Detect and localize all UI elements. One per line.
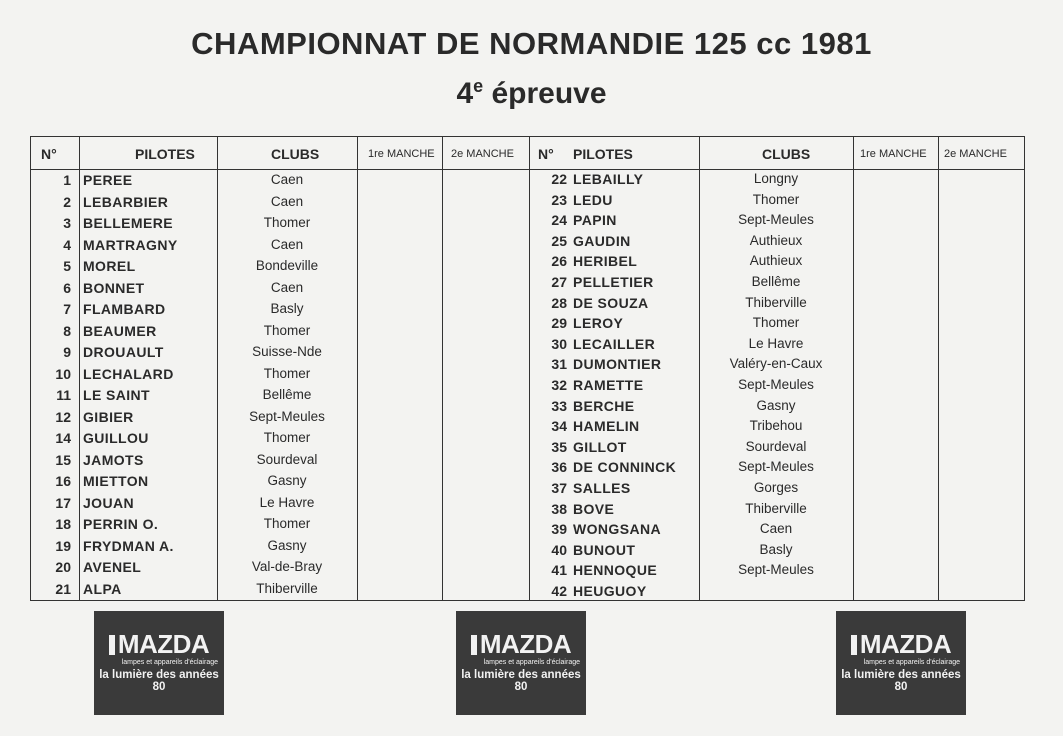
pilot-number: 25 bbox=[551, 232, 567, 249]
pilot-club: Sept-Meules bbox=[738, 562, 814, 578]
pilot-club: Caen bbox=[270, 193, 304, 209]
pilot-name: LECHALARD bbox=[83, 365, 174, 382]
pilot-name: HERIBEL bbox=[573, 253, 638, 270]
table-row bbox=[31, 581, 1024, 601]
pilot-name: LE SAINT bbox=[83, 387, 150, 403]
pilot-club: Sept-Meules bbox=[249, 408, 325, 424]
page-title: CHAMPIONNAT DE NORMANDIE 125 cc 1981 bbox=[191, 26, 872, 61]
pilot-club: Caen bbox=[270, 279, 304, 295]
pilot-name: MARTRAGNY bbox=[83, 236, 178, 253]
pilot-name: MIETTON bbox=[83, 473, 149, 489]
pilot-number: 42 bbox=[551, 583, 567, 599]
results-table bbox=[30, 136, 1025, 601]
pilot-club: Thiberville bbox=[745, 500, 807, 516]
subtitle-text: épreuve bbox=[491, 77, 607, 110]
pilot-name: JOUAN bbox=[83, 494, 135, 511]
pilot-number: 2 bbox=[63, 193, 71, 210]
pilot-club: Sept-Meules bbox=[738, 212, 814, 228]
pilot-number: 11 bbox=[56, 387, 71, 403]
table-row bbox=[31, 231, 1024, 251]
pilot-club: Basly bbox=[759, 541, 793, 557]
logo-tagline: lampes et appareils d'éclairage bbox=[863, 659, 960, 666]
pilot-club: Basly bbox=[270, 301, 304, 316]
pilot-number: 6 bbox=[63, 279, 71, 296]
pilot-number: 38 bbox=[551, 500, 567, 517]
pilot-name: BELLEMERE bbox=[83, 215, 173, 231]
pilot-name: PELLETIER bbox=[573, 274, 654, 290]
logo-slogan: la lumière des années 80 bbox=[841, 669, 961, 693]
pilot-club: Tribehou bbox=[749, 418, 803, 434]
pilot-number: 26 bbox=[551, 253, 567, 270]
pilot-club: Le Havre bbox=[748, 335, 804, 351]
pilot-club: Sourdeval bbox=[256, 451, 318, 467]
pilot-club: Thomer bbox=[263, 365, 311, 381]
pilot-number: 16 bbox=[55, 473, 71, 489]
pilot-name: MOREL bbox=[83, 258, 136, 274]
pilot-number: 29 bbox=[551, 315, 567, 332]
header-no-right: N° bbox=[538, 146, 554, 162]
logo-tagline: lampes et appareils d'éclairage bbox=[121, 659, 218, 666]
pilot-name: BONNET bbox=[83, 279, 145, 296]
pilot-number: 34 bbox=[551, 418, 567, 435]
pilot-name: FRYDMAN A. bbox=[83, 537, 174, 554]
mazda-mark-icon bbox=[851, 635, 857, 655]
mazda-logo-right bbox=[836, 611, 966, 715]
logo-brand: MAZDA bbox=[117, 629, 210, 659]
pilot-club: Thomer bbox=[752, 315, 800, 331]
pilot-number: 17 bbox=[55, 494, 71, 511]
pilot-name: BUNOUT bbox=[573, 541, 636, 558]
table-row bbox=[31, 375, 1024, 395]
pilot-club: Bellême bbox=[262, 387, 312, 402]
pilot-name: LEBAILLY bbox=[573, 171, 644, 187]
mazda-logo-center bbox=[456, 611, 586, 715]
pilot-number: 31 bbox=[551, 356, 567, 373]
pilot-number: 37 bbox=[551, 480, 567, 496]
pilot-number: 33 bbox=[551, 397, 567, 414]
pilot-number: 41 bbox=[551, 562, 567, 579]
pilot-club: Gasny bbox=[756, 397, 796, 413]
pilot-number: 35 bbox=[551, 438, 567, 455]
pilot-number: 21 bbox=[55, 580, 71, 597]
table-row bbox=[31, 437, 1024, 457]
table-row bbox=[31, 190, 1024, 210]
pilot-name: BEAUMER bbox=[83, 322, 157, 339]
pilot-name: DE CONNINCK bbox=[573, 459, 677, 476]
pilot-name: LEBARBIER bbox=[83, 193, 169, 210]
pilot-number: 3 bbox=[63, 215, 71, 231]
pilot-club: Thomer bbox=[752, 191, 800, 207]
table-row bbox=[31, 272, 1024, 292]
pilot-club: Gorges bbox=[753, 480, 799, 495]
pilot-name: PERRIN O. bbox=[83, 516, 159, 532]
header-no-left: N° bbox=[41, 146, 57, 162]
pilot-name: GILLOT bbox=[573, 438, 627, 455]
logo-brand: MAZDA bbox=[859, 629, 952, 659]
table-row bbox=[31, 210, 1024, 230]
mazda-mark-icon bbox=[109, 635, 115, 655]
pilot-club: Sept-Meules bbox=[738, 377, 814, 392]
pilot-club: Bondeville bbox=[255, 258, 319, 273]
pilot-name: GAUDIN bbox=[573, 232, 631, 249]
pilot-name: HEUGUOY bbox=[573, 583, 647, 599]
table-row bbox=[31, 519, 1024, 539]
pilot-number: 24 bbox=[551, 212, 567, 229]
pilot-name: GUILLOU bbox=[83, 430, 149, 446]
pilot-club: Caen bbox=[759, 521, 793, 537]
pilot-name: AVENEL bbox=[83, 559, 142, 575]
pilot-number: 14 bbox=[55, 430, 71, 446]
pilot-name: LEROY bbox=[573, 315, 624, 332]
pilot-name: HAMELIN bbox=[573, 418, 640, 435]
page-subtitle bbox=[0, 76, 1063, 111]
mazda-logo-left bbox=[94, 611, 224, 715]
pilot-club: Valéry-en-Caux bbox=[729, 356, 823, 372]
pilot-name: WONGSANA bbox=[573, 521, 661, 538]
header-manche2-left: 2e MANCHE bbox=[451, 148, 514, 160]
pilot-number: 19 bbox=[55, 537, 71, 554]
pilot-name: ALPA bbox=[83, 580, 122, 597]
pilot-name: RAMETTE bbox=[573, 377, 644, 393]
header-pilotes-left: PILOTES bbox=[135, 146, 195, 162]
pilot-name: SALLES bbox=[573, 480, 631, 496]
table-row bbox=[31, 251, 1024, 271]
pilot-name: PAPIN bbox=[573, 212, 617, 229]
pilot-club: Gasny bbox=[267, 473, 307, 488]
logo-slogan: la lumière des années 80 bbox=[461, 669, 581, 693]
pilot-club: Sourdeval bbox=[745, 438, 807, 454]
pilot-club: Gasny bbox=[267, 537, 307, 553]
pilot-club: Caen bbox=[270, 236, 304, 252]
pilot-club: Thiberville bbox=[256, 580, 318, 596]
pilot-number: 1 bbox=[63, 172, 71, 188]
pilot-number: 22 bbox=[551, 171, 567, 187]
pilot-club: Thomer bbox=[263, 215, 311, 230]
pilot-name: GIBIER bbox=[83, 408, 134, 425]
pilot-club: Thomer bbox=[263, 516, 311, 531]
header-manche1-right: 1re MANCHE bbox=[860, 148, 927, 160]
pilot-number: 20 bbox=[55, 559, 71, 575]
pilot-number: 10 bbox=[55, 365, 71, 382]
pilot-club: Le Havre bbox=[259, 494, 315, 510]
pilot-number: 40 bbox=[551, 541, 567, 558]
header-pilotes-right: PILOTES bbox=[573, 146, 633, 162]
pilot-club: Caen bbox=[270, 172, 304, 187]
pilot-number: 27 bbox=[551, 274, 567, 290]
table-row bbox=[31, 560, 1024, 580]
table-row bbox=[31, 313, 1024, 333]
pilot-number: 39 bbox=[551, 521, 567, 538]
table-row bbox=[31, 169, 1024, 189]
pilot-club: Thomer bbox=[263, 322, 311, 338]
table-row bbox=[31, 354, 1024, 374]
header-manche2-right: 2e MANCHE bbox=[944, 148, 1007, 160]
pilot-number: 12 bbox=[55, 408, 71, 425]
pilot-number: 5 bbox=[63, 258, 71, 274]
pilot-club: Sept-Meules bbox=[738, 459, 814, 475]
mazda-mark-icon bbox=[471, 635, 477, 655]
table-row bbox=[31, 540, 1024, 560]
pilot-number: 28 bbox=[551, 294, 567, 311]
pilot-club: Authieux bbox=[749, 232, 803, 248]
pilot-number: 18 bbox=[55, 516, 71, 532]
table-row bbox=[31, 499, 1024, 519]
pilot-name: HENNOQUE bbox=[573, 562, 658, 579]
pilot-number: 4 bbox=[63, 236, 71, 253]
pilot-name: PEREE bbox=[83, 172, 133, 188]
pilot-name: FLAMBARD bbox=[83, 301, 166, 317]
pilot-club: Thomer bbox=[263, 430, 311, 445]
pilot-name: BERCHE bbox=[573, 397, 635, 414]
pilot-number: 8 bbox=[63, 322, 71, 339]
pilot-number: 7 bbox=[63, 301, 71, 317]
table-row bbox=[31, 478, 1024, 498]
pilot-number: 32 bbox=[551, 377, 567, 393]
pilot-name: JAMOTS bbox=[83, 451, 144, 468]
header-clubs-left: CLUBS bbox=[271, 146, 320, 162]
pilot-number: 36 bbox=[551, 459, 567, 476]
header-clubs-right: CLUBS bbox=[762, 146, 811, 162]
subtitle-suffix: e bbox=[473, 76, 484, 96]
table-row bbox=[31, 457, 1024, 477]
pilot-name: DE SOUZA bbox=[573, 294, 649, 311]
pilot-name: DROUAULT bbox=[83, 344, 164, 360]
header-manche1-left: 1re MANCHE bbox=[368, 148, 435, 160]
table-row bbox=[31, 416, 1024, 436]
pilot-club: Authieux bbox=[749, 253, 803, 269]
pilot-name: LEDU bbox=[573, 191, 613, 208]
pilot-club: Bellême bbox=[751, 274, 801, 289]
table-row bbox=[31, 334, 1024, 354]
subtitle-number: 4 bbox=[456, 77, 474, 110]
pilot-name: DUMONTIER bbox=[573, 356, 662, 373]
pilot-name: BOVE bbox=[573, 500, 615, 517]
pilot-number: 9 bbox=[63, 344, 71, 360]
pilot-club: Suisse-Nde bbox=[252, 344, 322, 359]
table-row bbox=[31, 396, 1024, 416]
logo-tagline: lampes et appareils d'éclairage bbox=[483, 659, 580, 666]
pilot-name: LECAILLER bbox=[573, 335, 656, 352]
pilot-number: 15 bbox=[55, 451, 71, 468]
pilot-number: 30 bbox=[551, 335, 567, 352]
logo-slogan: la lumière des années 80 bbox=[99, 669, 219, 693]
pilot-club: Thiberville bbox=[745, 294, 807, 310]
table-row bbox=[31, 293, 1024, 313]
logo-brand: MAZDA bbox=[479, 629, 572, 659]
pilot-number: 23 bbox=[551, 191, 567, 208]
pilot-club: Val-de-Bray bbox=[251, 559, 323, 574]
pilot-club: Longny bbox=[753, 171, 799, 186]
